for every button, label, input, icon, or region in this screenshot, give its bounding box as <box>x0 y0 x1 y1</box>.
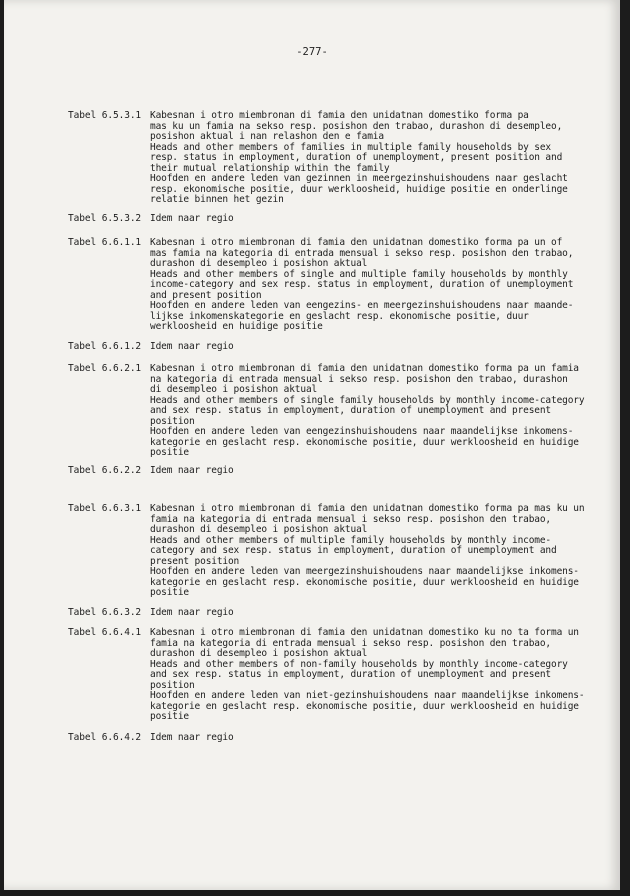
table-entry <box>68 503 585 599</box>
table-entry <box>68 466 570 477</box>
table-entry <box>68 111 570 206</box>
description-line: durashon di desempleo i posishon aktual <box>150 524 368 535</box>
description-line: Heads and other members of single and multiple family households by monthly <box>150 268 568 280</box>
description-line: and present position <box>150 289 262 301</box>
table-description <box>150 214 570 225</box>
description-line: present position <box>150 555 240 567</box>
description-line: position <box>150 679 195 691</box>
description-line: posishon aktual i nan relashon den e famia <box>150 131 384 142</box>
description-line: and sex resp. status in employment, duration of unemployment and present <box>150 405 552 416</box>
description-line: category and sex resp. status in employment, duration of unemployment and <box>150 545 557 556</box>
table-description <box>150 503 585 599</box>
description-line: Idem naar regio <box>150 341 234 352</box>
description-line: Idem naar regio <box>150 213 234 224</box>
table-entry <box>68 363 585 459</box>
description-line: Idem naar regio <box>150 465 234 476</box>
description-line: kategorie en geslacht resp. ekonomische positie, duur werkloosheid en huidige <box>150 576 579 588</box>
table-number: Tabel 6.6.4.2 <box>68 732 142 743</box>
table-description <box>150 627 585 723</box>
description-line: Heads and other members of single family households by monthly income-category <box>150 394 585 406</box>
description-line: durashon di desempleo i posishon aktual <box>150 258 368 269</box>
description-line: durashon di desempleo i posishon aktual <box>150 648 368 659</box>
description-line: Idem naar regio <box>150 607 234 618</box>
description-line: lijkse inkomenskategorie en geslacht resp. ekonomische positie, duur <box>150 310 529 322</box>
table-description <box>150 363 585 459</box>
description-line: resp. status in employment, duration of unemployment, present position and <box>150 152 563 163</box>
description-line: and sex resp. status in employment, duration of unemployment and present <box>150 669 552 680</box>
description-line: werkloosheid en huidige positie <box>150 321 323 332</box>
description-line: Kabesnan i otro miembronan di famia den unidatnan domestiko forma pa mas ku un <box>150 503 585 514</box>
table-description <box>150 237 574 333</box>
description-line: famia na kategoria di entrada mensual i sekso resp. posishon den trabao, <box>150 637 552 649</box>
description-line: Idem naar regio <box>150 732 234 743</box>
description-line: Hoofden en andere leden van gezinnen in meergezinshuishoudens naar geslacht <box>150 173 568 184</box>
table-number: Tabel 6.6.2.1 <box>68 363 142 374</box>
description-line: relatie binnen het gezin <box>150 194 284 205</box>
description-line: Kabesnan i otro miembronan di famia den unidatnan domestiko forma pa un of <box>150 237 563 248</box>
description-line: positie <box>150 711 189 722</box>
table-entry <box>68 627 585 723</box>
description-line: kategorie en geslacht resp. ekonomische positie, duur werkloosheid en huidige <box>150 436 579 448</box>
description-line: Hoofden en andere leden van eengezinshuishoudens naar maandelijkse inkomens- <box>150 426 574 437</box>
description-line: Kabesnan i otro miembronan di famia den unidatnan domestiko forma pa un famia <box>150 363 579 374</box>
table-description <box>150 111 570 206</box>
description-line: positie <box>150 587 189 598</box>
description-line: their mutual relationship within the family <box>150 162 390 174</box>
table-entry <box>68 214 570 225</box>
description-line: Hoofden en andere leden van niet-gezinshuishoudens naar maandelijkse inkomens- <box>150 690 585 701</box>
table-description <box>150 733 570 744</box>
description-line: income-category and sex resp. status in employment, duration of unemployment <box>150 279 574 290</box>
table-description <box>150 466 570 477</box>
table-description <box>150 342 570 353</box>
description-line: Heads and other members of families in multiple family households by sex <box>150 141 552 153</box>
description-line: position <box>150 415 195 427</box>
description-line: mas famia na kategoria di entrada mensual i sekso resp. posishon den trabao, <box>150 247 574 259</box>
table-number: Tabel 6.6.2.2 <box>68 465 142 476</box>
table-entry <box>68 237 574 333</box>
description-line: Hoofden en andere leden van eengezins- en meergezinshuishoudens naar maande- <box>150 300 574 311</box>
table-entry <box>68 342 570 353</box>
table-number: Tabel 6.6.3.2 <box>68 607 142 618</box>
description-line: na kategoria di entrada mensual i sekso resp. posishon den trabao, durashon <box>150 373 568 385</box>
page-number: -277- <box>296 46 328 58</box>
table-number: Tabel 6.6.1.2 <box>68 341 142 352</box>
table-number: Tabel 6.5.3.1 <box>68 110 142 121</box>
table-number: Tabel 6.6.4.1 <box>68 627 142 638</box>
table-number: Tabel 6.5.3.2 <box>68 213 142 224</box>
table-entry <box>68 733 570 744</box>
table-number: Tabel 6.6.1.1 <box>68 237 142 248</box>
table-number: Tabel 6.6.3.1 <box>68 503 142 514</box>
description-line: di desempleo i posishon aktual <box>150 384 318 395</box>
document-page <box>4 0 620 890</box>
description-line: Kabesnan i otro miembronan di famia den unidatnan domestiko forma pa <box>150 110 529 121</box>
description-line: Heads and other members of non-family households by monthly income-category <box>150 658 568 670</box>
description-line: Heads and other members of multiple family households by monthly income- <box>150 534 552 546</box>
table-entry <box>68 608 570 619</box>
description-line: kategorie en geslacht resp. ekonomische positie, duur werkloosheid en huidige <box>150 700 579 712</box>
description-line: mas ku un famia na sekso resp. posishon den trabao, durashon di desempleo, <box>150 120 563 132</box>
description-line: positie <box>150 447 189 458</box>
description-line: famia na kategoria di entrada mensual i sekso resp. posishon den trabao, <box>150 513 552 525</box>
description-line: resp. ekonomische positie, duur werkloosheid, huidige positie en onderlinge <box>150 183 568 195</box>
description-line: Kabesnan i otro miembronan di famia den unidatnan domestiko ku no ta forma un <box>150 627 579 638</box>
table-description <box>150 608 570 619</box>
description-line: Hoofden en andere leden van meergezinshuishoudens naar maandelijkse inkomens- <box>150 566 579 577</box>
